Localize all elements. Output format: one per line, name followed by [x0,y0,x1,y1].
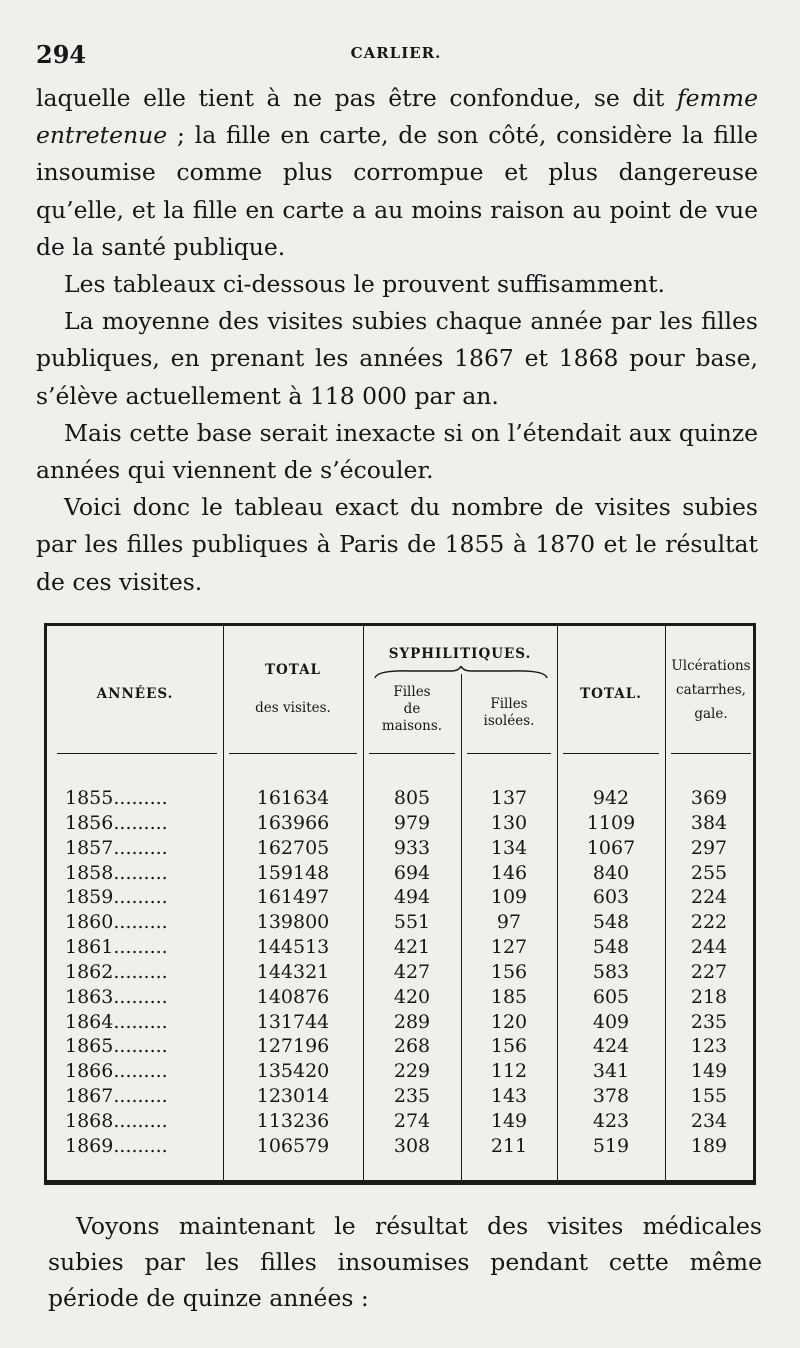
ulcerations-cell: 244 [690,936,728,959]
year-cell: 1858......... [65,861,168,884]
filles-maisons-cell: 421 [393,936,431,959]
paragraph-1 [36,80,758,266]
ulcerations-cell: 369 [690,787,728,809]
filles-isolees-cell: 211 [490,1134,528,1157]
table-row [47,935,753,960]
total-visites-cell: 163966 [256,811,330,834]
total-syphilitiques-cell: 409 [592,1010,630,1033]
header-rule [369,753,455,754]
filles-isolees-cell: 156 [490,960,528,983]
paragraph-1-start: laquelle elle tient à ne pas être confondue, se dit [36,84,677,112]
filles-isolees-cell: 127 [490,936,528,959]
total-visites-cell: 162705 [256,836,330,859]
total-syphilitiques-cell: 583 [592,960,630,983]
filles-maisons-cell: 494 [393,886,431,909]
ulcerations-cell: 149 [690,1060,728,1083]
ulcerations-cell: 218 [690,985,728,1008]
filles-isolees-cell: 146 [490,861,528,884]
total-visites-cell: 135420 [256,1060,330,1083]
filles-isolees-cell: 97 [496,911,522,934]
table-row [47,885,753,910]
ulcerations-cell: 234 [690,1109,728,1132]
table-row [47,1109,753,1134]
header-filles-maisons [363,684,461,735]
header-rule [57,753,217,754]
table-row [47,861,753,886]
total-syphilitiques-cell: 1109 [586,811,636,834]
ulcerations-cell: 123 [690,1035,728,1058]
table-row [47,836,753,861]
paragraph-4: Mais cette base serait inexacte si on l’étendait aux quinze années qui viennent de s’écouler. [36,418,758,485]
filles-isolees-cell: 120 [490,1010,528,1033]
table-row [47,811,753,836]
ulcerations-cell: 224 [690,886,728,909]
page-header [36,40,756,72]
running-head: CARLIER. [350,44,442,62]
header-rule [229,753,357,754]
total-visites-cell: 144513 [256,936,330,959]
filles-isolees-cell: 137 [490,787,528,809]
total-visites-cell: 113236 [256,1109,330,1132]
header-total-syphilitiques: TOTAL. [580,686,642,702]
year-cell: 1861......... [65,936,168,959]
ulcerations-cell: 189 [690,1134,728,1157]
year-cell: 1864......... [65,1010,168,1033]
paragraph-3: La moyenne des visites subies chaque année par les filles publiques, en prenant les années 1867 et 1868 pour base, s’élève actuellement à 118 000 par an. [36,307,758,410]
paragraph-6: Voyons maintenant le résultat des visites médicales subies par les filles insoumises pendant cette même période de quinze années : [48,1212,762,1312]
filles-maisons-cell: 274 [393,1109,431,1132]
header-ulcerations [665,654,757,726]
total-syphilitiques-cell: 603 [592,886,630,909]
year-cell: 1869......... [65,1134,168,1157]
filles-maisons-cell: 229 [393,1060,431,1083]
body-text [36,80,758,601]
total-syphilitiques-cell: 548 [592,911,630,934]
filles-maisons-cell: 551 [393,911,431,934]
filles-maisons-cell: 979 [393,811,431,834]
header-filles-maisons-line1: Filles [393,684,431,700]
ulcerations-cell: 227 [690,960,728,983]
total-visites-cell: 144321 [256,960,330,983]
paragraph-1-end: ; la fille en carte, de son côté, considère la fille insoumise comme plus corrompue et plus dangereuse qu’elle, et la fille en carte a au moins raison au point de vue de la santé publique. [36,121,758,261]
table-row [47,1059,753,1084]
ulcerations-cell: 155 [690,1085,728,1108]
table-row [47,1034,753,1059]
total-syphilitiques-cell: 424 [592,1035,630,1058]
year-cell: 1866......... [65,1060,168,1083]
table-body [47,786,753,1159]
total-syphilitiques-cell: 548 [592,936,630,959]
year-cell: 1863......... [65,985,168,1008]
filles-maisons-cell: 268 [393,1035,431,1058]
table-row [47,910,753,935]
header-filles-maisons-line3: maisons. [381,718,443,734]
syphilitiques-brace [371,666,551,680]
header-filles-isolees-line1: Filles [490,696,528,712]
header-total-visites-bottom: des visites. [255,700,331,716]
total-visites-cell: 159148 [256,861,330,884]
filles-isolees-cell: 143 [490,1085,528,1108]
total-syphilitiques-cell: 341 [592,1060,630,1083]
filles-isolees-cell: 185 [490,985,528,1008]
filles-maisons-cell: 308 [393,1134,431,1157]
filles-maisons-cell: 427 [393,960,431,983]
ulcerations-cell: 235 [690,1010,728,1033]
year-cell: 1855......... [65,787,168,809]
header-rule [671,753,751,754]
header-rule [467,753,551,754]
header-ulcerations-line1: Ulcérations [671,658,751,674]
total-syphilitiques-cell: 423 [592,1109,630,1132]
table-row [47,786,753,811]
filles-maisons-cell: 694 [393,861,431,884]
table-row [47,1010,753,1035]
total-visites-cell: 127196 [256,1035,330,1058]
ulcerations-cell: 297 [690,836,728,859]
filles-isolees-cell: 112 [490,1060,528,1083]
year-cell: 1860......... [65,911,168,934]
total-syphilitiques-cell: 605 [592,985,630,1008]
filles-maisons-cell: 805 [393,787,431,809]
ulcerations-cell: 384 [690,811,728,834]
page-number: 294 [36,40,87,69]
table-row [47,1134,753,1159]
ulcerations-cell: 255 [690,861,728,884]
filles-isolees-cell: 109 [490,886,528,909]
total-visites-cell: 131744 [256,1010,330,1033]
filles-maisons-cell: 235 [393,1085,431,1108]
header-filles-maisons-line2: de [403,701,421,717]
header-filles-isolees-line2: isolées. [483,713,535,729]
year-cell: 1856......... [65,811,168,834]
year-cell: 1868......... [65,1109,168,1132]
year-cell: 1862......... [65,960,168,983]
paragraph-1-italic: femme entretenue [36,84,758,150]
total-syphilitiques-cell: 519 [592,1134,630,1157]
year-cell: 1857......... [65,836,168,859]
filles-isolees-cell: 156 [490,1035,528,1058]
header-ulcerations-line3: gale. [694,706,728,722]
filles-maisons-cell: 289 [393,1010,431,1033]
year-cell: 1867......... [65,1085,168,1108]
header-total-visites-top: TOTAL [264,662,322,678]
total-syphilitiques-cell: 1067 [586,836,636,859]
paragraph-2: Les tableaux ci-dessous le prouvent suffisamment. [64,270,666,299]
filles-isolees-cell: 130 [490,811,528,834]
total-visites-cell: 139800 [256,911,330,934]
table-row [47,985,753,1010]
header-syphilitiques: SYPHILITIQUES. [388,646,532,662]
total-visites-cell: 106579 [256,1134,330,1157]
header-ulcerations-line2: catarrhes, [676,682,746,698]
paragraph-5: Voici donc le tableau exact du nombre de visites subies par les filles publiques à Paris de 1855 à 1870 et le résultat de ces visites. [36,493,758,596]
filles-isolees-cell: 134 [490,836,528,859]
total-visites-cell: 123014 [256,1085,330,1108]
filles-maisons-cell: 933 [393,836,431,859]
total-syphilitiques-cell: 378 [592,1085,630,1108]
total-visites-cell: 161634 [256,787,330,809]
year-cell: 1865......... [65,1035,168,1058]
ulcerations-cell: 222 [690,911,728,934]
total-syphilitiques-cell: 840 [592,861,630,884]
header-annees: ANNÉES. [96,686,174,702]
table-row [47,960,753,985]
total-visites-cell: 140876 [256,985,330,1008]
closing-text [48,1208,762,1316]
year-cell: 1859......... [65,886,168,909]
table-row [47,1084,753,1109]
filles-maisons-cell: 420 [393,985,431,1008]
visits-table [44,623,756,1185]
total-visites-cell: 161497 [256,886,330,909]
header-filles-isolees [461,696,557,730]
header-rule [563,753,659,754]
filles-isolees-cell: 149 [490,1109,528,1132]
total-syphilitiques-cell: 942 [592,787,630,809]
